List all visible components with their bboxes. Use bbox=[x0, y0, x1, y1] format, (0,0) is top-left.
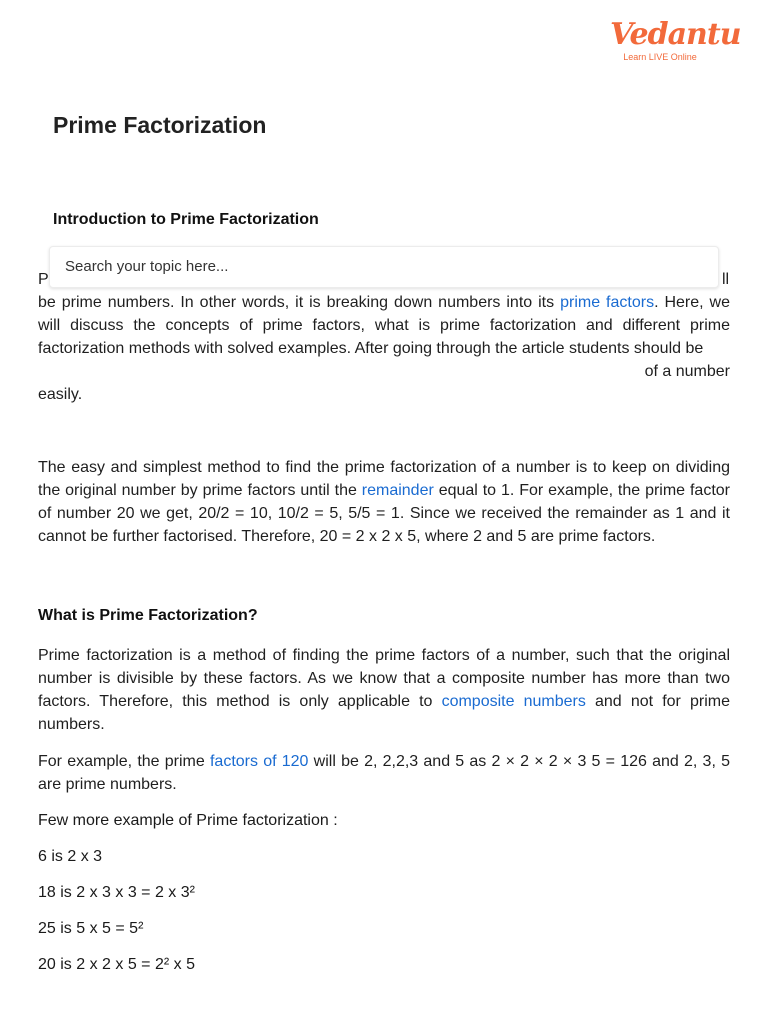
intro-text bbox=[38, 291, 730, 360]
definition-text-b: and not for prime numbers. bbox=[38, 693, 730, 733]
prime-factors-link[interactable]: prime factors bbox=[560, 294, 655, 311]
logo-tagline: Learn LIVE Online bbox=[623, 52, 697, 62]
definition-text-a: Prime factorization is a method of finding the prime factors of a number, such that the original number is divisible by these factors. As we know that a composite number has more than two factors. Therefore, this method is only applicable to bbox=[38, 647, 730, 710]
intro-text-a: be prime numbers. In other words, it is breaking down numbers into its bbox=[38, 294, 561, 311]
few-more-text: Few more example of Prime factorization : bbox=[38, 812, 338, 829]
intro-text-b: . Here, we will discuss the concepts of prime factors, what is prime factorization and different prime factorization methods with solved examples. After going through the article students should be bbox=[38, 294, 731, 357]
obscured-text-start: P bbox=[38, 271, 49, 288]
intro-text-right: of a number bbox=[644, 363, 730, 380]
example-item: 20 is 2 x 2 x 5 = 2² x 5 bbox=[38, 956, 195, 973]
vedantu-logo[interactable] bbox=[610, 17, 741, 62]
search-bar[interactable] bbox=[49, 246, 719, 288]
method-text-a: The easy and simplest method to find the prime factorization of a number is to keep on dividing the original number by prime factors until the bbox=[38, 459, 730, 499]
obscured-text-end: ll bbox=[722, 271, 730, 288]
intro-heading: Introduction to Prime Factorization bbox=[53, 211, 319, 228]
what-is-heading: What is Prime Factorization? bbox=[38, 607, 258, 624]
example-120-text bbox=[38, 750, 730, 796]
definition-text bbox=[38, 644, 730, 736]
method-text bbox=[38, 456, 730, 548]
method-paragraph bbox=[38, 456, 730, 548]
composite-numbers-link[interactable]: composite numbers bbox=[441, 693, 586, 710]
example-item: 18 is 2 x 3 x 3 = 2 x 3² bbox=[38, 884, 195, 901]
definition-paragraph bbox=[38, 644, 730, 736]
factors-of-120-link[interactable]: factors of 120 bbox=[209, 753, 309, 770]
example-item: 6 is 2 x 3 bbox=[38, 848, 103, 865]
intro-text-last: easily. bbox=[38, 386, 83, 403]
example-120-paragraph bbox=[38, 750, 730, 796]
intro-paragraph bbox=[38, 291, 730, 406]
example-120-text-b: will be 2, 2,2,3 and 5 as 2 × 2 × 2 × 3 5 = 126 and 2, 3, 5 are prime numbers. bbox=[38, 753, 730, 793]
example-120-text-a: For example, the prime bbox=[38, 753, 210, 770]
search-input[interactable] bbox=[65, 258, 665, 275]
page-title: Prime Factorization bbox=[53, 112, 267, 138]
logo-wordmark: Vedantu bbox=[610, 17, 741, 52]
remainder-link[interactable]: remainder bbox=[361, 482, 434, 499]
example-item: 25 is 5 x 5 = 5² bbox=[38, 920, 144, 937]
method-text-b: equal to 1. For example, the prime factor of number 20 we get, 20/2 = 10, 10/2 = 5, 5/5 = 1. Since we received the remainder as 1 and it cannot be further factorised. Therefore, 20 = 2 x 2 x 5, where 2 and 5 are prime factors. bbox=[38, 482, 730, 545]
